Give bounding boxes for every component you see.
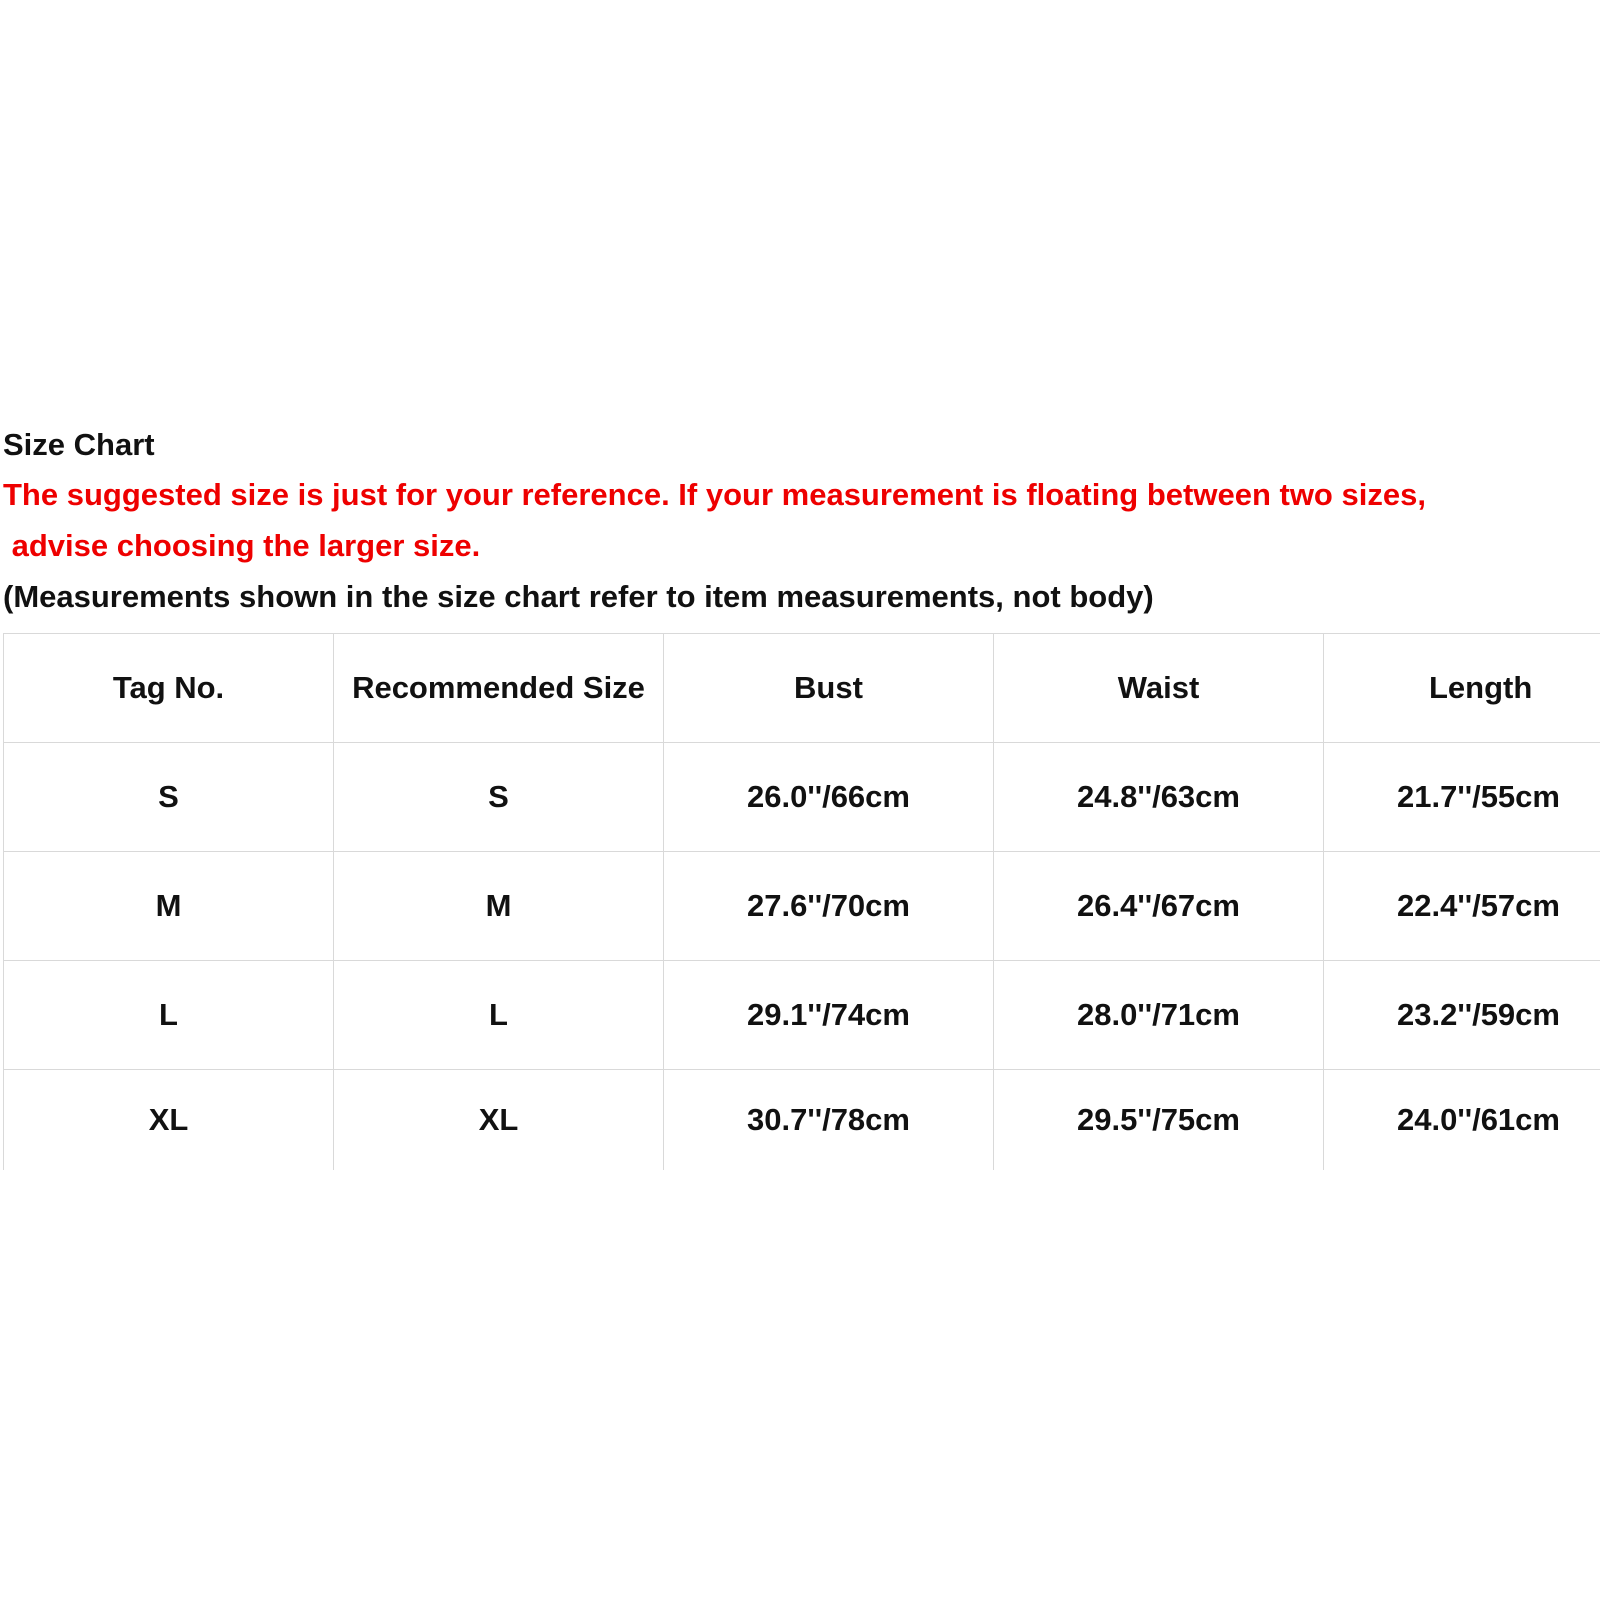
cell-bust: 30.7''/78cm bbox=[664, 1070, 994, 1171]
table-row bbox=[4, 961, 1600, 1070]
cell-bust: 26.0''/66cm bbox=[664, 743, 994, 852]
cell-length: 22.4''/57cm bbox=[1324, 852, 1600, 961]
table-row bbox=[4, 1070, 1600, 1171]
table-header-row bbox=[4, 634, 1600, 743]
size-advice-note-line-1: The suggested size is just for your reference. If your measurement is floating between two sizes, bbox=[3, 477, 1426, 512]
column-header-tag-no: Tag No. bbox=[4, 634, 334, 743]
size-chart-heading bbox=[3, 421, 1600, 622]
table-row bbox=[4, 743, 1600, 852]
cell-tag-no: S bbox=[4, 743, 334, 852]
cell-bust: 29.1''/74cm bbox=[664, 961, 994, 1070]
cell-tag-no: L bbox=[4, 961, 334, 1070]
cell-bust: 27.6''/70cm bbox=[664, 852, 994, 961]
cell-waist: 26.4''/67cm bbox=[994, 852, 1324, 961]
cell-recommended-size: S bbox=[334, 743, 664, 852]
column-header-bust: Bust bbox=[664, 634, 994, 743]
cell-length: 21.7''/55cm bbox=[1324, 743, 1600, 852]
cell-tag-no: XL bbox=[4, 1070, 334, 1171]
cell-tag-no: M bbox=[4, 852, 334, 961]
cell-waist: 29.5''/75cm bbox=[994, 1070, 1324, 1171]
table-row bbox=[4, 852, 1600, 961]
cell-length: 24.0''/61cm bbox=[1397, 1102, 1560, 1137]
column-header-length: Length bbox=[1324, 634, 1600, 743]
size-advice-note-line-2: advise choosing the larger size. bbox=[3, 528, 481, 563]
cell-length: 23.2''/59cm bbox=[1324, 961, 1600, 1070]
cell-recommended-size: M bbox=[334, 852, 664, 961]
column-header-recommended-size: Recommended Size bbox=[334, 634, 664, 743]
size-table bbox=[3, 633, 1600, 1170]
cell-recommended-size: XL bbox=[334, 1070, 664, 1171]
cell-recommended-size: L bbox=[334, 961, 664, 1070]
page-title: Size Chart bbox=[3, 427, 155, 462]
cell-waist: 28.0''/71cm bbox=[994, 961, 1324, 1070]
cell-waist: 24.8''/63cm bbox=[994, 743, 1324, 852]
column-header-waist: Waist bbox=[994, 634, 1324, 743]
measurement-disclaimer: (Measurements shown in the size chart refer to item measurements, not body) bbox=[3, 579, 1154, 614]
